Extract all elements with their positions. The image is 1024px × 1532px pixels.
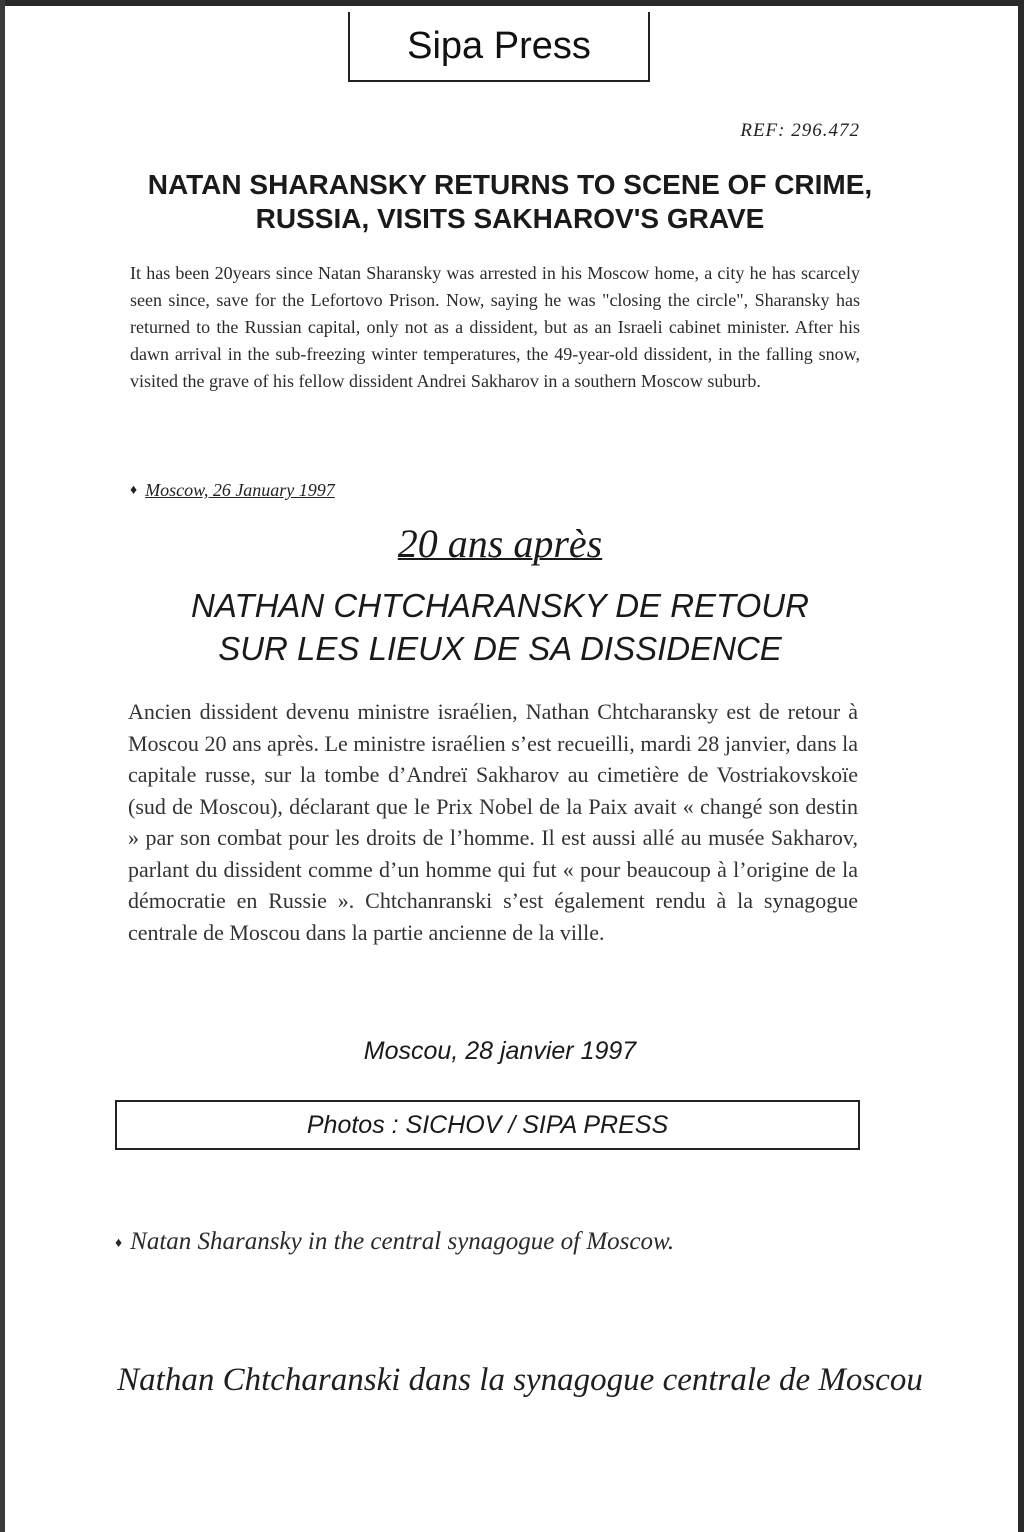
english-body: It has been 20years since Natan Sharansky was arrested in his Moscow home, a city he has scarcely seen since, save for the Lefortovo Prison. Now, saying he was "closing the circle", Sharansky has returned to the Russian capital, only not as a dissident, but as an Israeli cabinet minister. After his dawn arrival in the sub-freezing winter temperatures, the 49-year-old dissident, in the falling snow, visited the grave of his fellow dissident Andrei Sakharov in a southern Moscow suburb. xyxy=(130,263,860,391)
scan-edge-right xyxy=(1018,0,1024,1532)
agency-name: Sipa Press xyxy=(407,24,591,67)
scan-edge-left xyxy=(0,0,5,1532)
english-dateline-text: Moscow, 26 January 1997 xyxy=(145,480,335,500)
french-subtitle: 20 ans après xyxy=(397,521,603,566)
scan-edge-top xyxy=(0,0,1024,6)
diamond-bullet-icon: ♦ xyxy=(130,483,138,498)
english-caption xyxy=(115,1228,674,1256)
french-headline xyxy=(100,584,900,670)
french-headline-line-1: NATHAN CHTCHARANSKY DE RETOUR xyxy=(191,587,809,624)
french-caption: Nathan Chtcharanski dans la synagogue centrale de Moscou xyxy=(117,1362,923,1398)
french-headline-line-2: SUR LES LIEUX DE SA DISSIDENCE xyxy=(218,630,782,667)
english-dateline xyxy=(130,480,335,501)
french-body: Ancien dissident devenu ministre israélien, Nathan Chtcharansky est de retour à Moscou 20 ans après. Le ministre israélien s’est recueilli, mardi 28 janvier, dans la capitale russe, sur la tombe d’Andreï Sakharov au cimetière de Vostriakovskoïe (sud de Moscou), déclarant que le Prix Nobel de la Paix avait « changé son destin » par son combat pour les droits de l’homme. Il est aussi allé au musée Sakharov, parlant du dissident comme d’un homme qui fut « pour beaucoup à l’origine de la démocratie en Russie ». Chtchanranski s’est également rendu à la synagogue centrale de Moscou dans la partie ancienne de la ville. xyxy=(128,699,858,945)
diamond-bullet-icon: ♦ xyxy=(115,1236,123,1251)
french-dateline: Moscou, 28 janvier 1997 xyxy=(363,1037,637,1065)
english-headline: NATAN SHARANSKY RETURNS TO SCENE OF CRIME, RUSSIA, VISITS SAKHAROV'S GRAVE xyxy=(147,169,873,234)
reference-number: REF: 296.472 xyxy=(740,120,860,141)
english-caption-text: Natan Sharansky in the central synagogue of Moscow. xyxy=(130,1228,675,1255)
photo-credits: Photos : SICHOV / SIPA PRESS xyxy=(306,1110,669,1139)
photo-credits-box xyxy=(115,1100,860,1150)
agency-header-box xyxy=(348,12,650,82)
